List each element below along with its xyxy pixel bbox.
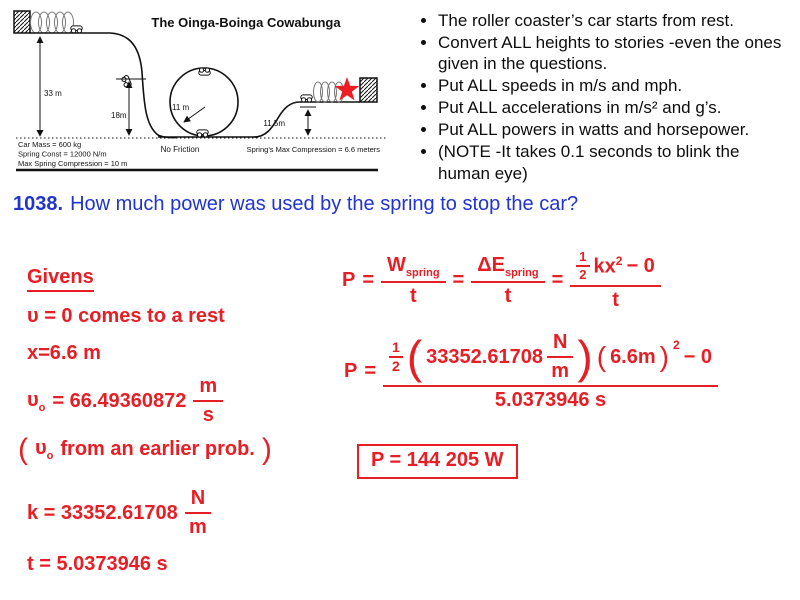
right-wall bbox=[360, 78, 377, 102]
kx-squared-term bbox=[594, 254, 623, 279]
equals-sign: = bbox=[452, 269, 465, 292]
givens-heading: Givens bbox=[27, 266, 94, 292]
newtons-per-meter-fraction bbox=[185, 487, 211, 539]
delta-e-symbol: ΔE bbox=[477, 253, 505, 276]
half-denominator: 2 bbox=[579, 267, 587, 283]
label-car-mass: Car Mass = 600 kg bbox=[18, 140, 82, 149]
given-initial-speed bbox=[27, 375, 223, 427]
note-subscript: o bbox=[46, 450, 54, 462]
spring-subscript: spring bbox=[405, 266, 440, 279]
half-numerator: 1 bbox=[389, 340, 403, 358]
track-drop bbox=[30, 33, 176, 138]
compression-value: 6.6m bbox=[610, 345, 656, 368]
half-denominator: 2 bbox=[392, 358, 400, 374]
label-no-friction: No Friction bbox=[160, 145, 200, 154]
equals-sign: = bbox=[362, 269, 375, 292]
car-loop-top-icon bbox=[199, 68, 210, 75]
instruction-item: • Convert ALL heights to stories -even the ones given in the questions. bbox=[438, 32, 792, 74]
v0-symbol bbox=[27, 389, 45, 414]
car-end-icon bbox=[301, 95, 312, 102]
label-18m: 18m bbox=[111, 111, 127, 120]
given-compression: x=6.6 m bbox=[27, 342, 101, 364]
given-time: t = 5.0373946 s bbox=[27, 553, 168, 575]
minus-zero: − 0 bbox=[683, 345, 713, 368]
equals-sign: = bbox=[551, 269, 564, 292]
label-11p5m: 11.5m bbox=[263, 119, 285, 128]
instruction-item: • The roller coaster’s car starts from rest. bbox=[438, 10, 792, 31]
newtons-per-meter-fraction bbox=[547, 331, 573, 383]
open-paren: ( bbox=[596, 340, 607, 372]
roller-coaster-diagram bbox=[8, 6, 398, 186]
instructions-list bbox=[420, 10, 792, 185]
label-spring-max-right: Spring's Max Compression = 6.6 meters bbox=[246, 145, 380, 154]
label-spring-const: Spring Const = 12000 N/m bbox=[18, 149, 107, 159]
instruction-item: • Put ALL accelerations in m/s² and g’s. bbox=[438, 97, 792, 118]
spring-constant-value: 33352.61708 bbox=[426, 345, 543, 368]
left-spring bbox=[31, 12, 74, 33]
diagram-title: The Oinga-Boinga Cowabunga bbox=[151, 15, 341, 30]
time-symbol: t bbox=[504, 284, 512, 307]
time-value: 5.0373946 s bbox=[494, 389, 607, 411]
problem-number: 1038. bbox=[13, 193, 64, 215]
label-33m: 33 m bbox=[44, 89, 62, 98]
fraction-denominator: m bbox=[189, 516, 207, 538]
close-paren: ) bbox=[261, 432, 272, 466]
exponent: 2 bbox=[615, 253, 623, 268]
spring-energy-fraction bbox=[570, 250, 661, 312]
fraction-numerator: N bbox=[552, 331, 568, 353]
instruction-item: • (NOTE -It takes 0.1 seconds to blink the human eye) bbox=[438, 141, 792, 183]
eq-lhs: P bbox=[344, 360, 358, 382]
left-wall bbox=[14, 11, 30, 33]
half-numerator: 1 bbox=[576, 250, 589, 267]
kx-symbol: kx bbox=[593, 255, 616, 278]
car-start-icon bbox=[71, 26, 82, 33]
loop bbox=[170, 68, 238, 136]
meters-per-second-fraction bbox=[193, 375, 223, 427]
v0-value: = 66.49360872 bbox=[52, 389, 187, 412]
problem-text: How much power was used by the spring to stop the car? bbox=[70, 193, 579, 215]
time-symbol: t bbox=[612, 288, 619, 311]
fraction-numerator: N bbox=[190, 487, 206, 509]
given-spring-constant bbox=[27, 487, 211, 539]
close-paren: ) bbox=[577, 330, 593, 383]
power-equation-symbolic bbox=[342, 250, 661, 312]
work-over-time-fraction bbox=[381, 254, 446, 308]
w-symbol: W bbox=[387, 253, 406, 276]
fraction-numerator: m bbox=[199, 375, 218, 397]
equals-sign: = bbox=[364, 360, 377, 382]
energy-over-time-fraction bbox=[471, 254, 544, 308]
given-velocity-zero: υ = 0 comes to a rest bbox=[27, 305, 225, 327]
spring-subscript: spring bbox=[504, 266, 539, 279]
one-half-fraction bbox=[576, 250, 589, 283]
eq-lhs: P bbox=[342, 269, 356, 292]
instruction-item: • Put ALL powers in watts and horsepower. bbox=[438, 119, 792, 140]
work-term bbox=[387, 254, 440, 279]
car-slope-icon bbox=[121, 75, 132, 88]
open-paren: ( bbox=[18, 432, 28, 466]
fraction-denominator: m bbox=[551, 360, 570, 382]
energy-term bbox=[477, 254, 538, 279]
power-equation-numeric bbox=[344, 331, 718, 412]
upsilon-symbol: υ bbox=[27, 388, 39, 411]
one-half-fraction bbox=[389, 340, 403, 375]
impact-star-icon bbox=[335, 77, 360, 101]
label-11m: 11 m bbox=[172, 103, 190, 112]
v0-subscript: o bbox=[38, 401, 46, 414]
upsilon-symbol: υ bbox=[35, 437, 47, 459]
instruction-item: • Put ALL speeds in m/s and mph. bbox=[438, 75, 792, 96]
right-spring bbox=[314, 82, 344, 102]
close-paren: ) bbox=[659, 340, 669, 372]
answer-box: P = 144 205 W bbox=[357, 444, 518, 479]
problem-statement bbox=[13, 193, 793, 216]
note-text: from an earlier prob. bbox=[60, 438, 255, 460]
time-symbol: t bbox=[409, 284, 417, 307]
k-value: k = 33352.61708 bbox=[27, 501, 178, 524]
numeric-fraction bbox=[383, 331, 718, 412]
minus-zero: − 0 bbox=[626, 254, 655, 277]
exponent: 2 bbox=[672, 338, 680, 352]
given-note bbox=[18, 432, 272, 466]
fraction-denominator: s bbox=[202, 404, 214, 426]
open-paren: ( bbox=[406, 330, 423, 383]
label-max-compression: Max Spring Compression = 10 m bbox=[18, 159, 128, 168]
note-symbol bbox=[35, 437, 53, 462]
